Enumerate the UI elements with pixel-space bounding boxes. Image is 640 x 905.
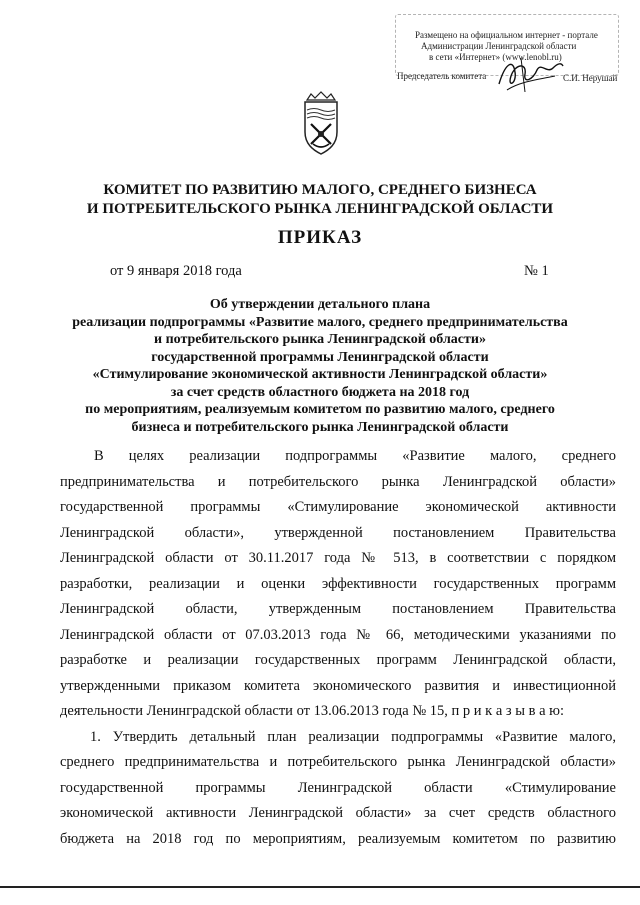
subject-line: «Стимулирование экономической активности Ленинградской области» (92, 367, 548, 382)
subject-line: бизнеса и потребительского рынка Ленинградской области (131, 419, 509, 435)
subject-line: за счет средств областного бюджета на 2018 год (170, 384, 470, 400)
page-bottom-rule (0, 886, 640, 888)
subject-line: по мероприятиям, реализуемым комитетом по развитию малого, среднего (85, 402, 555, 417)
body-line: Ленинградской области от 07.03.2013 года № 66, методическими указаниями по (60, 626, 616, 643)
publication-stamp (395, 14, 620, 96)
subject-line: государственной программы Ленинградской области (151, 349, 489, 365)
body-line: Ленинградской области от 30.11.2017 года № 513, в соответствии с порядком (60, 550, 616, 566)
signer-name: С.И. Нерушай (563, 73, 618, 83)
item-1-line: бюджета на 2018 год по мероприятиям, реализуемым комитетом по развитию (60, 830, 616, 847)
coat-of-arms-icon (301, 88, 341, 156)
body-line: государственной программы «Стимулирование экономической активности (60, 499, 616, 515)
item-1-line: среднего предпринимательства и потребительского рынка Ленинградской области» (60, 754, 616, 770)
body-line: Ленинградской области, утвержденным постановлением Правительства (60, 601, 616, 617)
signer-label: Председатель комитета (397, 71, 487, 81)
stamp-line-3: в сети «Интернет» (www.lenobl.ru) (429, 52, 562, 62)
stamp-line-1: Размещено на официальном интернет - портале (415, 30, 598, 40)
stamp-line-2: Администрации Ленинградской области (421, 41, 577, 51)
item-1-line: экономической активности Ленинградской области» за счет средств областного (60, 805, 616, 821)
body-line: предпринимательства и потребительского рынка Ленинградской области» (60, 473, 616, 490)
order-date: от 9 января 2018 года (110, 263, 242, 279)
org-title-line-2: И ПОТРЕБИТЕЛЬСКОГО РЫНКА ЛЕНИНГРАДСКОЙ ОБЛАСТИ (86, 201, 554, 217)
subject-line: Об утверждении детального плана (209, 297, 431, 312)
body-line: В целях реализации подпрограммы «Развитие малого, среднего (94, 448, 616, 464)
body-line: разработки, реализации и оценки эффективности государственных программ (60, 575, 616, 592)
subject-line: и потребительского рынка Ленинградской области» (154, 332, 486, 347)
body-line: деятельности Ленинградской области от 13.06.2013 года № 15, п р и к а з ы в а ю: (60, 703, 565, 719)
item-1-line: 1. Утвердить детальный план реализации подпрограммы «Развитие малого, (90, 728, 616, 745)
body-line: утвержденными приказом комитета экономического развития и инвестиционной (60, 677, 616, 694)
document-type: ПРИКАЗ (277, 227, 363, 248)
order-number: № 1 (524, 263, 549, 279)
body-line: Ленинградской области», утвержденной постановлением Правительства (60, 524, 616, 541)
item-1-line: государственной программы Ленинградской области «Стимулирование (60, 779, 616, 796)
handwritten-signature (495, 54, 565, 94)
subject-line: реализации подпрограммы «Развитие малого, среднего предпринимательства (72, 314, 568, 330)
org-title-line-1: КОМИТЕТ ПО РАЗВИТИЮ МАЛОГО, СРЕДНЕГО БИЗНЕСА (103, 182, 537, 198)
body-line: разработке и реализации государственных программ Ленинградской области, (60, 652, 616, 668)
